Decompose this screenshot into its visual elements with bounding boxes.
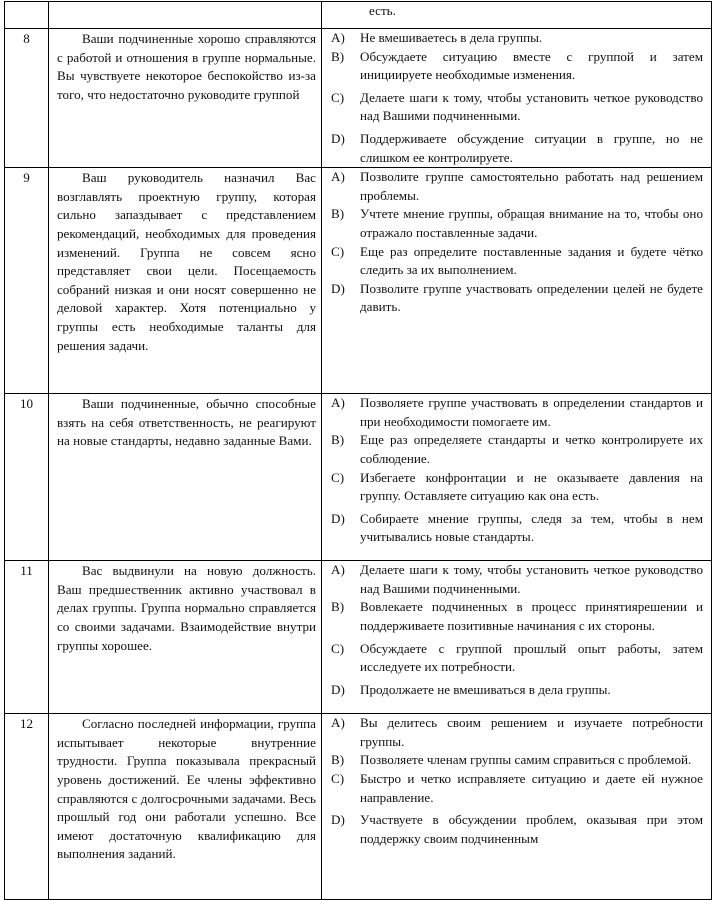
- option-text: Вы делитесь своим решением и изучаете потребности группы.: [360, 715, 703, 749]
- option-letter: D): [331, 130, 345, 146]
- situation-cell: [49, 2, 322, 29]
- question-number: 12: [5, 714, 49, 900]
- option-letter: A): [331, 395, 345, 411]
- option-text: Еще раз определяете стандарты и четко контролируете их соблюдение.: [360, 432, 703, 466]
- option-a: [331, 394, 703, 431]
- situation-text: Согласно последней информации, группа испытывает некоторые внутренние трудности. Группа показывала прекрасный уровень достижений. Ее члены эффективно справляются с долгосрочными задачами. Весь прошлый год они работали успешно. Все имеют достаточную квалификацию для выполнения заданий.: [57, 716, 316, 862]
- option-c: [331, 469, 703, 506]
- option-text: Обсуждаете ситуацию вместе с группой и затем инициируете необходимые изменения.: [360, 48, 703, 83]
- situation-text: Ваш руководитель назначил Вас возглавлять проектную группу, которая сильно запаздывает с представлением рекомендаций, необходимых для проведения изменений. Группа не совсем ясно представляет свои цели. Посещаемость собраний низкая и они носят совершенно не деловой характер. Хотя потенциально у группы есть необходимые таланты для решения задачи.: [57, 170, 316, 353]
- option-letter: D): [331, 510, 345, 526]
- option-a: [331, 168, 703, 205]
- option-text: Делаете шаги к тому, чтобы установить четкое руководство над Вашими подчиненными.: [360, 562, 703, 596]
- table-row: [5, 561, 712, 714]
- options-cell: [322, 561, 712, 714]
- option-c: [331, 89, 703, 126]
- option-text: Поддерживаете обсуждение ситуации в группе, но не слишком ее контролируете.: [360, 130, 703, 165]
- option-letter: B): [331, 432, 345, 448]
- option-text: Позволите группе самостоятельно работать над решением проблемы.: [360, 169, 703, 203]
- option-letter: C): [331, 89, 345, 105]
- option-letter: C): [331, 243, 345, 259]
- question-number: 10: [5, 394, 49, 561]
- option-text: Вовлекаете подчиненных в процесс принятиярешении и поддерживаете позитивные начинания с их стороны.: [360, 599, 703, 633]
- option-d: [331, 130, 703, 167]
- option-letter: D): [331, 812, 345, 828]
- option-b: [331, 598, 703, 635]
- option-letter: D): [331, 681, 345, 697]
- options-cell: [322, 2, 712, 29]
- question-number: 11: [5, 561, 49, 714]
- question-number: 8: [5, 29, 49, 168]
- question-number: 9: [5, 168, 49, 394]
- table-row: [5, 714, 712, 900]
- option-b: [331, 751, 703, 770]
- option-letter: B): [331, 752, 345, 768]
- option-letter: C): [331, 640, 345, 656]
- situation-cell: [49, 561, 322, 714]
- option-letter: C): [331, 469, 345, 485]
- questionnaire-table: [4, 1, 712, 900]
- option-b: [331, 431, 703, 468]
- option-letter: D): [331, 280, 345, 296]
- option-text: Еще раз определите поставленные задания и будете чётко следить за их выполнением.: [360, 243, 703, 278]
- carry-over-text: есть.: [369, 3, 396, 18]
- situation-text: Ваши подчиненные хорошо справляются с работой и отношения в группе нормальные. Вы чувствуете некоторое беспокойство из-за того, что недостаточно руководите группой: [57, 31, 316, 102]
- option-d: [331, 811, 703, 848]
- option-letter: B): [331, 48, 345, 64]
- option-letter: B): [331, 206, 345, 222]
- option-text: Обсуждаете с группой прошлый опыт работы, затем исследуете их потребности.: [360, 640, 703, 675]
- option-text: Собираете мнение группы, следя за тем, чтобы в нем учитывались новые стандарты.: [360, 510, 703, 545]
- situation-cell: [49, 714, 322, 900]
- option-c: [331, 770, 703, 807]
- situation-cell: [49, 168, 322, 394]
- number-cell: [5, 2, 49, 29]
- table-row: [5, 29, 712, 168]
- option-c: [331, 243, 703, 280]
- situation-text: Ваши подчиненные, обычно способные взять на себя ответственность, не реагируют на новые стандарты, недавно заданные Вами.: [57, 396, 316, 449]
- table-row: [5, 168, 712, 394]
- options-cell: [322, 168, 712, 394]
- situation-text: Вас выдвинули на новую должность. Ваш предшественник активно участвовал в делах группы. Группа нормально справляется со своими задачами. Взаимодействие внутри группы хорошее.: [57, 563, 316, 653]
- option-a: [331, 561, 703, 598]
- option-text: Учтете мнение группы, обращая внимание на то, чтобы оно отражало поставленные задачи.: [360, 206, 703, 240]
- options-cell: [322, 714, 712, 900]
- option-a: [331, 714, 703, 751]
- option-text: Продолжаете не вмешиваться в дела группы.: [360, 681, 611, 697]
- options-cell: [322, 29, 712, 168]
- option-text: Позволите группе участвовать определении целей не будете давить.: [360, 280, 703, 315]
- situation-cell: [49, 29, 322, 168]
- option-text: Позволяете членам группы самим справиться с проблемой.: [360, 752, 692, 768]
- option-letter: A): [331, 715, 345, 731]
- option-letter: A): [331, 169, 345, 185]
- option-b: [331, 205, 703, 242]
- option-d: [331, 280, 703, 317]
- option-text: Избегаете конфронтации и не оказываете давления на группу. Оставляете ситуацию как она есть.: [360, 469, 703, 504]
- option-d: [331, 681, 703, 700]
- carry-over-row: [5, 2, 712, 29]
- options-cell: [322, 394, 712, 561]
- situation-cell: [49, 394, 322, 561]
- option-text: Быстро и четко исправляете ситуацию и даете ей нужное направление.: [360, 770, 703, 805]
- option-text: Делаете шаги к тому, чтобы установить четкое руководство над Вашими подчиненными.: [360, 89, 703, 124]
- option-d: [331, 510, 703, 547]
- option-c: [331, 640, 703, 677]
- option-text: Не вмешиваетесь в дела группы.: [360, 30, 543, 45]
- table-row: [5, 394, 712, 561]
- option-a: [331, 29, 703, 48]
- option-letter: A): [331, 562, 345, 578]
- option-letter: C): [331, 770, 345, 786]
- option-letter: A): [331, 30, 345, 45]
- option-text: Позволяете группе участвовать в определении стандартов и при необходимости помогаете им.: [360, 395, 703, 429]
- option-text: Участвуете в обсуждении проблем, оказывая при этом поддержку своим подчиненным: [360, 812, 703, 846]
- option-b: [331, 48, 703, 85]
- option-letter: B): [331, 599, 345, 615]
